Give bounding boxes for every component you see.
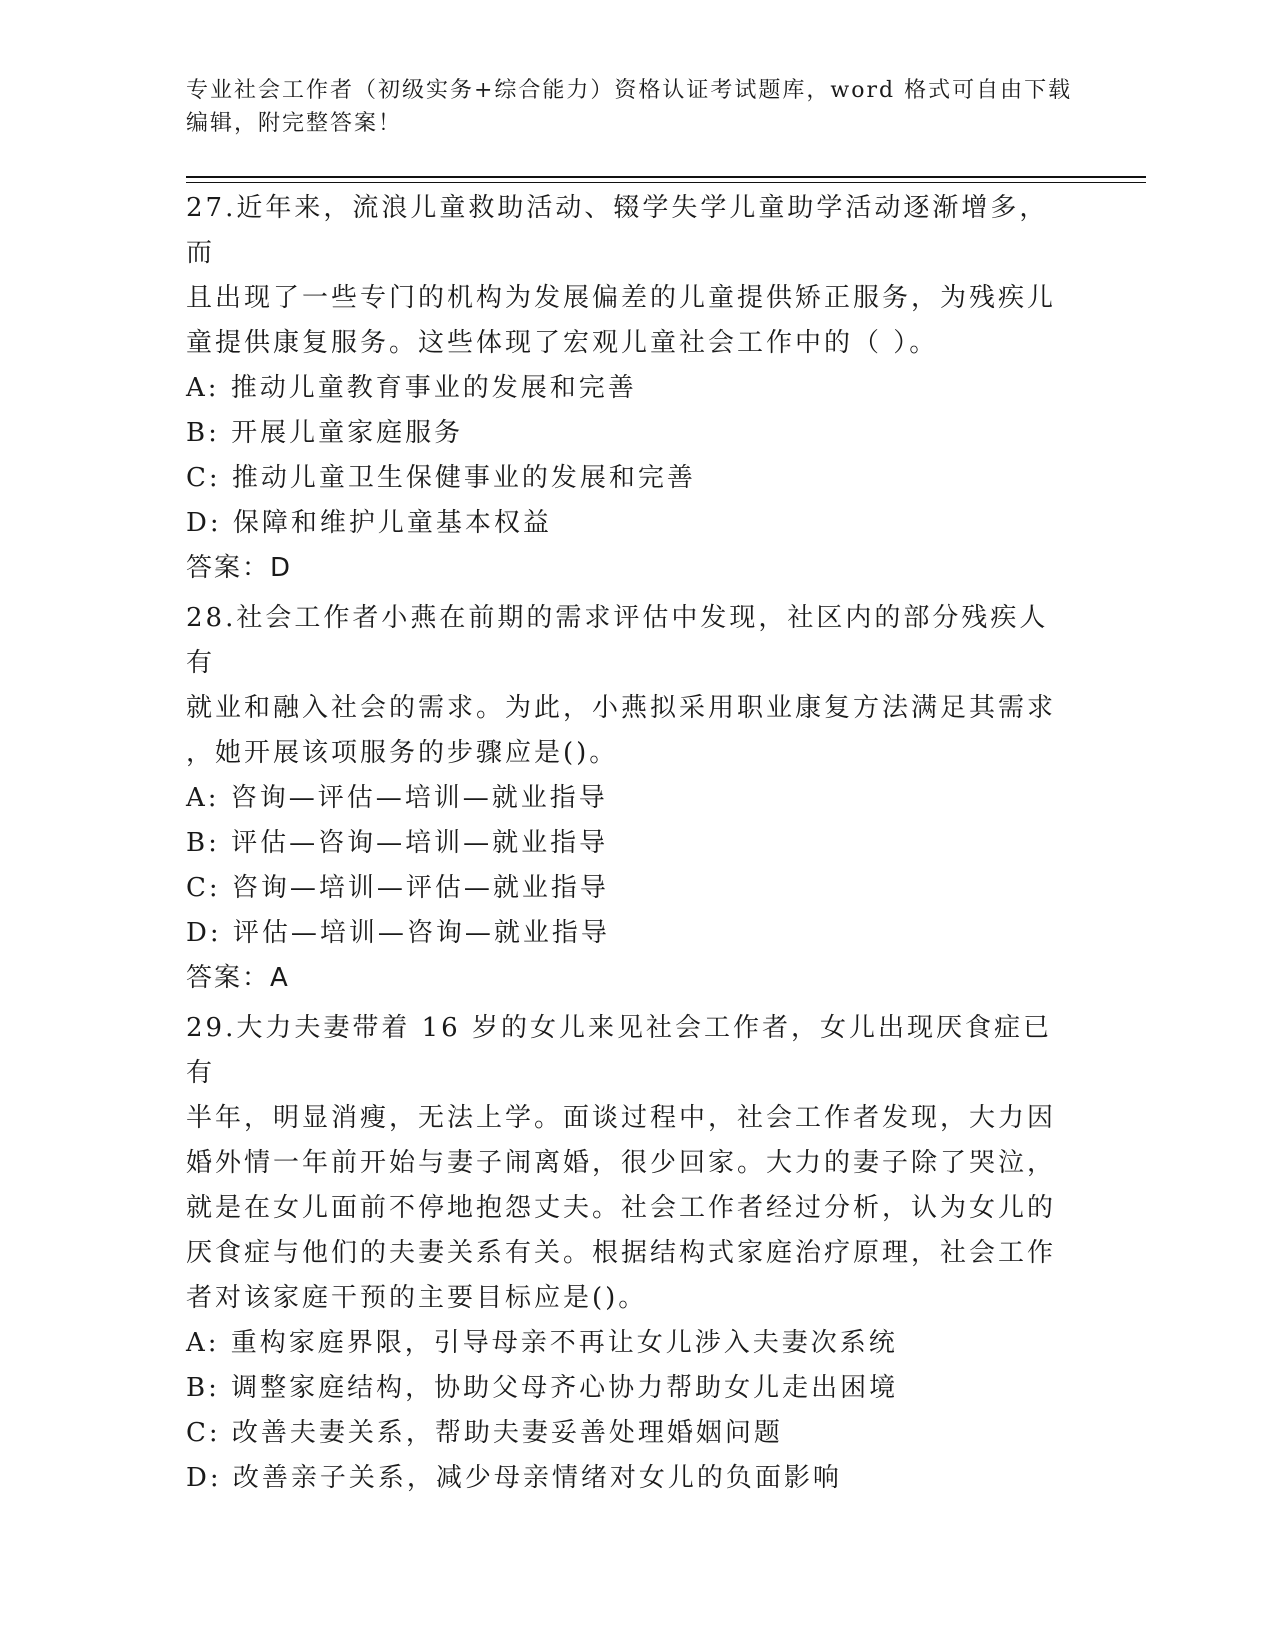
- question-stem: [186, 186, 1066, 366]
- option-a: A: 咨询—评估—培训—就业指导: [186, 783, 608, 813]
- stem-line: 婚外情一年前开始与妻子闹离婚，很少回家。大力的妻子除了哭泣，: [186, 1148, 1057, 1178]
- answer: 答案：D: [186, 553, 293, 583]
- stem-line: 童提供康复服务。这些体现了宏观儿童社会工作中的（ ）。: [186, 328, 939, 358]
- option-d: D: 改善亲子关系，减少母亲情绪对女儿的负面影响: [186, 1463, 842, 1493]
- question-27: [186, 186, 1066, 591]
- stem-line: 27.近年来，流浪儿童救助活动、辍学失学儿童助学活动逐渐增多，而: [186, 193, 1049, 268]
- stem-line: 28.社会工作者小燕在前期的需求评估中发现，社区内的部分残疾人有: [186, 603, 1049, 678]
- question-28: [186, 596, 1066, 1001]
- header-line-2: 编辑，附完整答案！: [186, 111, 403, 136]
- question-stem: [186, 596, 1066, 776]
- question-stem: [186, 1006, 1066, 1321]
- stem-line: 就业和融入社会的需求。为此，小燕拟采用职业康复方法满足其需求: [186, 693, 1057, 723]
- header-line-1: 专业社会工作者（初级实务+综合能力）资格认证考试题库，word 格式可自由下载: [186, 78, 1073, 103]
- stem-line: 29.大力夫妻带着 16 岁的女儿来见社会工作者，女儿出现厌食症已有: [186, 1013, 1052, 1088]
- option-c: C: 改善夫妻关系，帮助夫妻妥善处理婚姻问题: [186, 1418, 783, 1448]
- option-d: D: 评估—培训—咨询—就业指导: [186, 918, 610, 948]
- stem-line: 且出现了一些专门的机构为发展偏差的儿童提供矫正服务，为残疾儿: [186, 283, 1057, 313]
- option-a: A: 推动儿童教育事业的发展和完善: [186, 373, 637, 403]
- option-b: B: 调整家庭结构，协助父母齐心协力帮助女儿走出困境: [186, 1373, 899, 1403]
- stem-line: 就是在女儿面前不停地抱怨丈夫。社会工作者经过分析，认为女儿的: [186, 1193, 1057, 1223]
- option-c: C: 推动儿童卫生保健事业的发展和完善: [186, 463, 696, 493]
- stem-line: 半年，明显消瘦，无法上学。面谈过程中，社会工作者发现，大力因: [186, 1103, 1057, 1133]
- header-divider-thin: [186, 182, 1146, 183]
- stem-line: 厌食症与他们的夫妻关系有关。根据结构式家庭治疗原理，社会工作: [186, 1238, 1057, 1268]
- option-d: D: 保障和维护儿童基本权益: [186, 508, 552, 538]
- question-29: [186, 1006, 1066, 1501]
- document-header: [186, 74, 1086, 140]
- option-b: B: 开展儿童家庭服务: [186, 418, 464, 448]
- option-c: C: 咨询—培训—评估—就业指导: [186, 873, 609, 903]
- option-b: B: 评估—咨询—培训—就业指导: [186, 828, 609, 858]
- answer: 答案：A: [186, 963, 290, 993]
- stem-line: ，她开展该项服务的步骤应是()。: [186, 738, 619, 768]
- header-divider-thick: [186, 176, 1146, 178]
- option-a: A: 重构家庭界限，引导母亲不再让女儿涉入夫妻次系统: [186, 1328, 898, 1358]
- stem-line: 者对该家庭干预的主要目标应是()。: [186, 1283, 648, 1313]
